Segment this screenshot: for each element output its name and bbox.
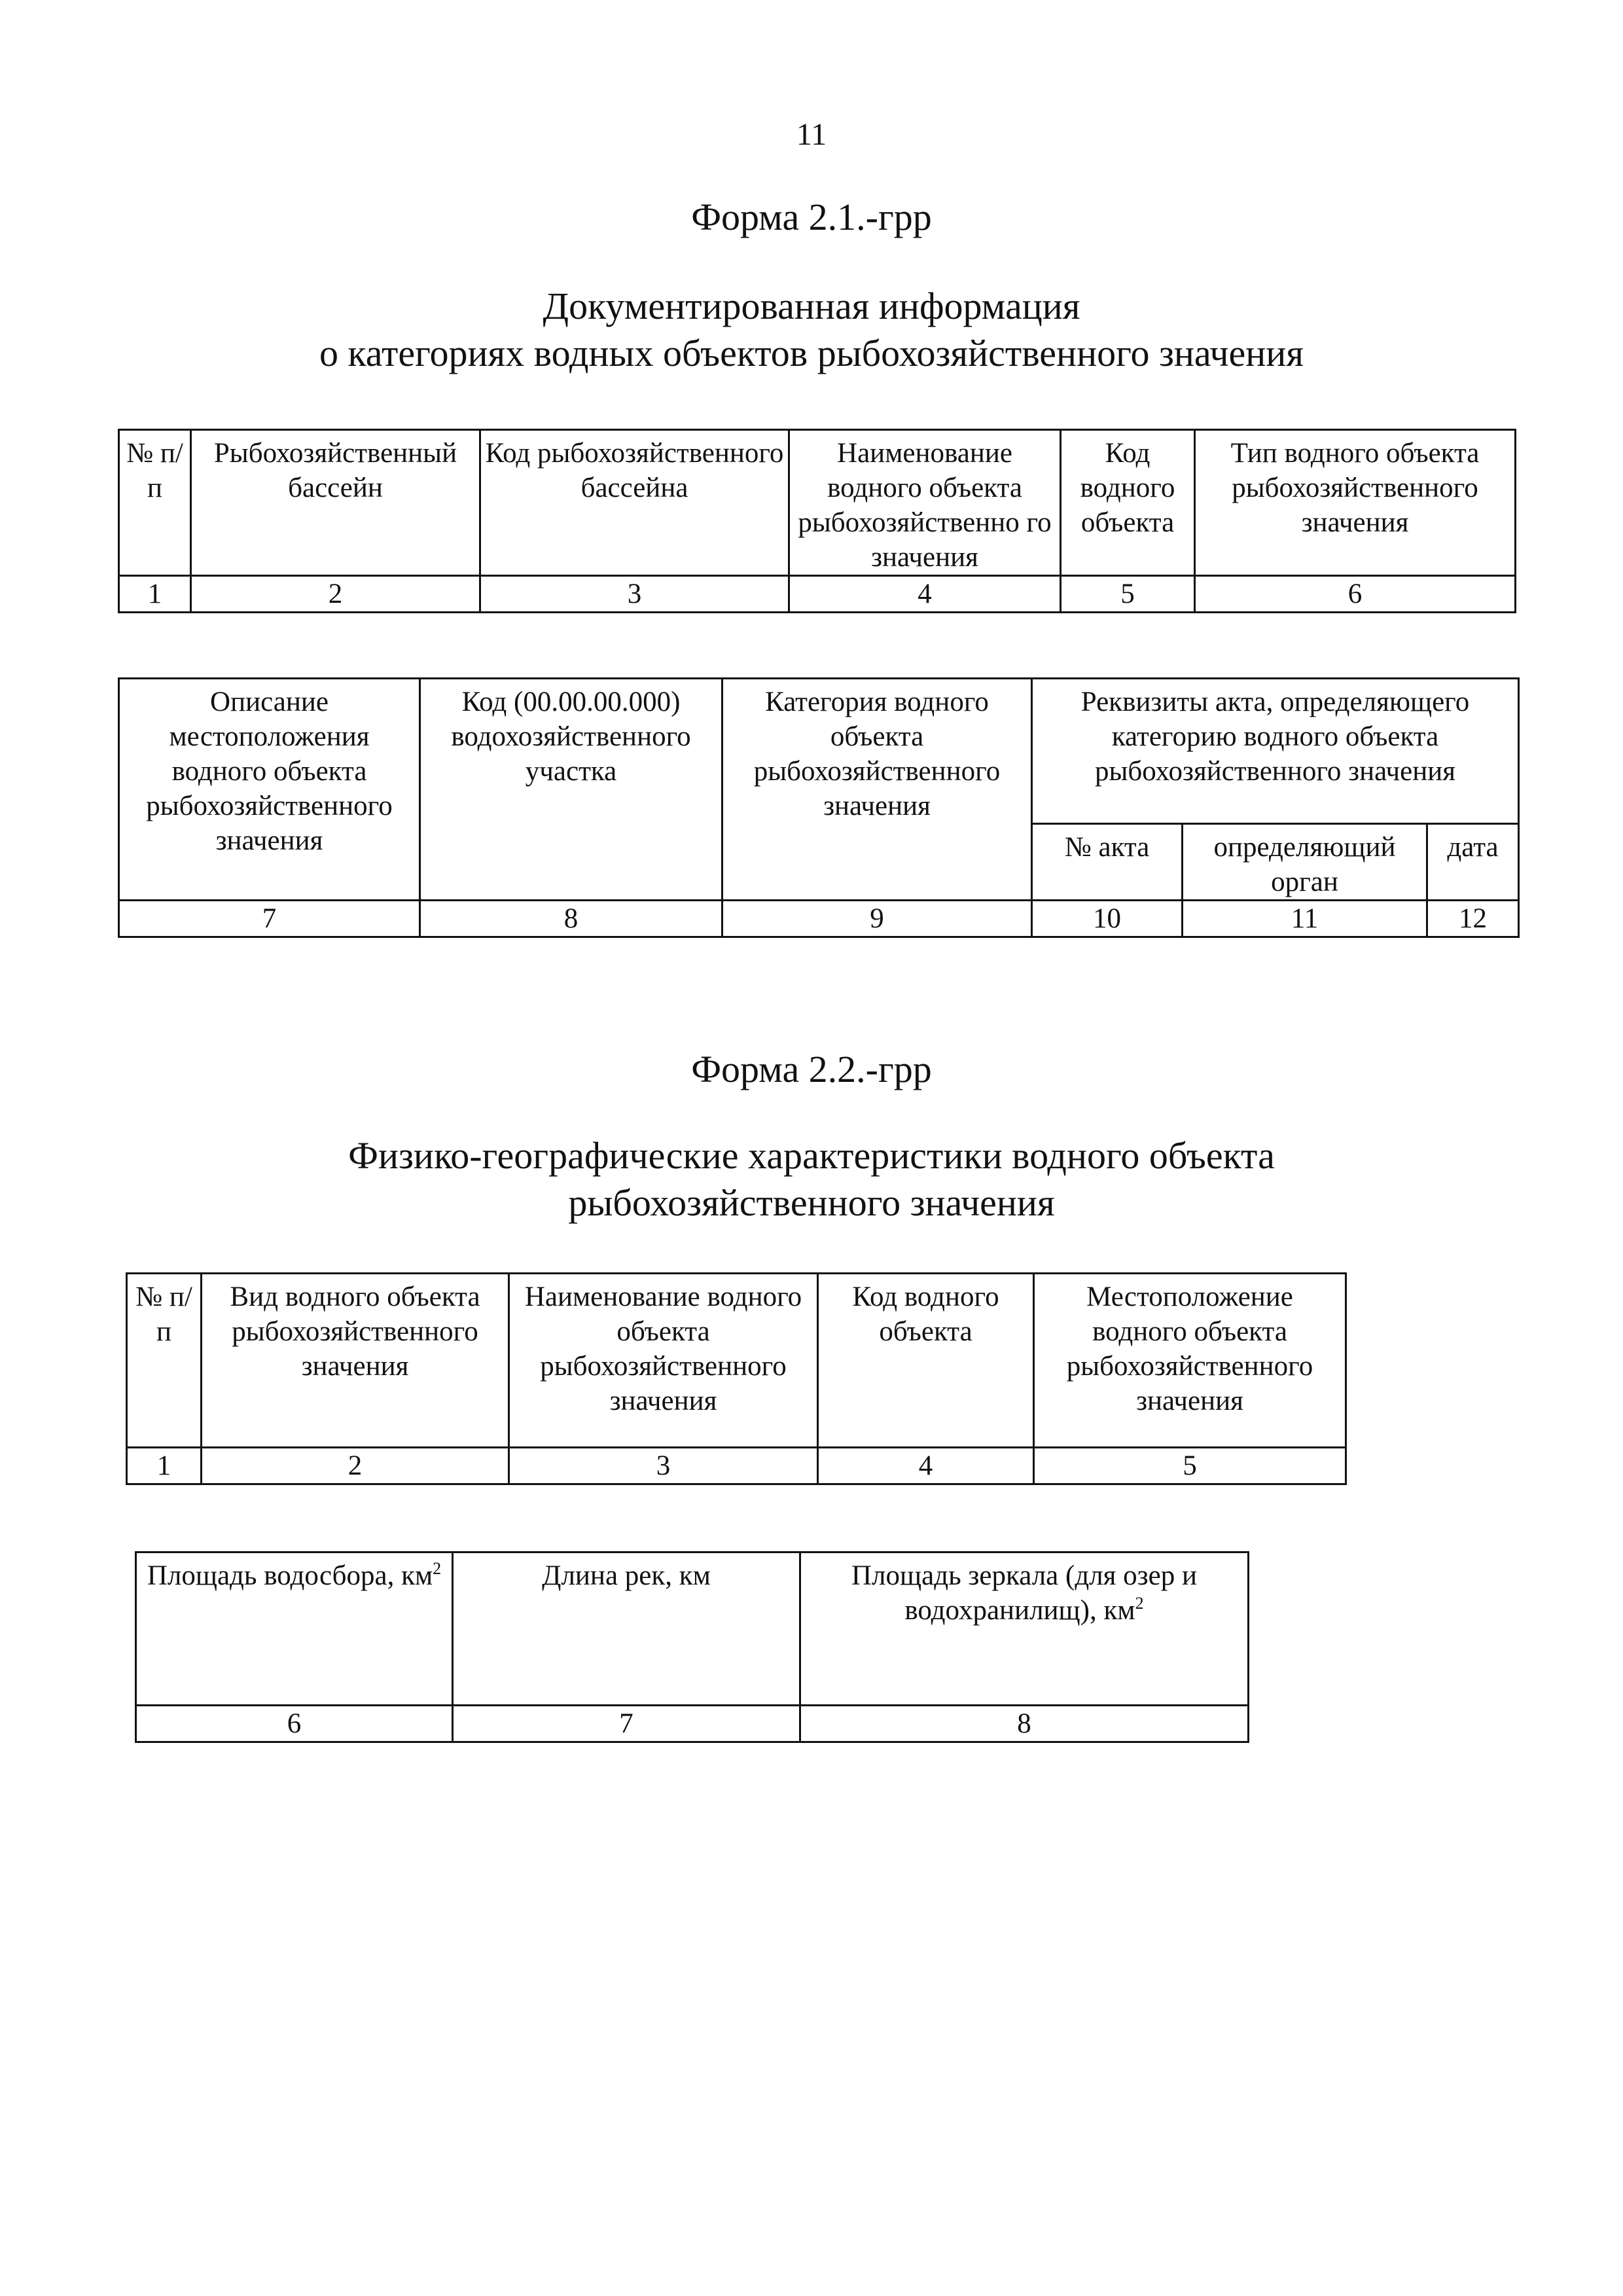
form-2-1-title: Форма 2.1.-грр <box>691 196 932 238</box>
surface-area-unit-exponent: 2 <box>1135 1594 1144 1613</box>
form-2-2-table-1 <box>126 1272 1347 1485</box>
form-2-2-title: Форма 2.2.-грр <box>691 1048 932 1090</box>
catchment-area-unit-exponent: 2 <box>433 1559 442 1578</box>
header-cell-water-body-type: Тип водного объекта рыбохозяйственного значения <box>1195 430 1516 576</box>
header-cell-issuing-body: определяющий орган <box>1183 824 1427 901</box>
header-cell-location-description: Описание местоположения водного объекта рыбохозяйственного значения <box>119 679 420 901</box>
column-number: 10 <box>1032 901 1183 937</box>
header-cell-water-body-kind: Вид водного объекта рыбохозяйственного значения <box>202 1274 509 1448</box>
header-cell-surface-area <box>800 1552 1249 1706</box>
column-number: 7 <box>453 1706 800 1742</box>
column-number: 8 <box>800 1706 1249 1742</box>
form-2-2-heading-line-1: Физико-географические характеристики водного объекта <box>348 1134 1275 1177</box>
column-number: 4 <box>789 576 1061 613</box>
table-header-row <box>119 430 1516 576</box>
column-number: 12 <box>1427 901 1519 937</box>
column-number: 11 <box>1183 901 1427 937</box>
table-header-row <box>136 1552 1249 1706</box>
header-cell-location: Местоположение водного объекта рыбохозяйственного значения <box>1034 1274 1346 1448</box>
table-header-row <box>127 1274 1346 1448</box>
column-number: 3 <box>480 576 789 613</box>
table-header-row <box>119 679 1519 824</box>
header-cell-water-body-name: Наименование водного объекта рыбохозяйственного значения <box>509 1274 818 1448</box>
column-number: 6 <box>136 1706 453 1742</box>
column-number: 1 <box>119 576 191 613</box>
column-number: 1 <box>127 1448 202 1484</box>
header-cell-category: Категория водного объекта рыбохозяйственного значения <box>722 679 1032 901</box>
column-number: 6 <box>1195 576 1516 613</box>
header-cell-basin-code: Код рыбохозяйственного бассейна <box>480 430 789 576</box>
river-length-label: Длина рек, км <box>542 1560 711 1591</box>
header-cell-row-number: № п/п <box>119 430 191 576</box>
column-number: 8 <box>420 901 722 937</box>
header-cell-water-body-code: Код водного объекта <box>1061 430 1195 576</box>
form-2-1-heading-line-2: о категориях водных объектов рыбохозяйственного значения <box>319 332 1304 374</box>
header-cell-row-number: № п/п <box>127 1274 202 1448</box>
column-number: 2 <box>191 576 480 613</box>
header-cell-catchment-area <box>136 1552 453 1706</box>
column-number: 9 <box>722 901 1032 937</box>
column-number: 5 <box>1061 576 1195 613</box>
header-cell-water-management-code: Код (00.00.00.000) водохозяйственного участка <box>420 679 722 901</box>
header-cell-river-length <box>453 1552 800 1706</box>
form-2-1-table-2 <box>118 677 1520 938</box>
form-2-1-table-1 <box>118 429 1516 613</box>
column-number-row <box>136 1706 1249 1742</box>
column-number-row <box>119 576 1516 613</box>
header-cell-act-number: № акта <box>1032 824 1183 901</box>
header-cell-water-body-code: Код водного объекта <box>818 1274 1034 1448</box>
form-2-2-table-2 <box>135 1551 1249 1743</box>
page-number: 11 <box>796 117 827 152</box>
surface-area-label: Площадь зеркала (для озер и водохранилищ), км <box>851 1560 1198 1626</box>
column-number: 5 <box>1034 1448 1346 1484</box>
column-number-row <box>127 1448 1346 1484</box>
column-number-row <box>119 901 1519 937</box>
header-cell-water-body-name: Наименование водного объекта рыбохозяйственно го значения <box>789 430 1061 576</box>
form-2-1-heading-line-1: Документированная информация <box>543 285 1080 327</box>
header-cell-date: дата <box>1427 824 1519 901</box>
column-number: 2 <box>202 1448 509 1484</box>
header-cell-basin: Рыбохозяйственный бассейн <box>191 430 480 576</box>
form-2-2-heading-line-2: рыбохозяйственного значения <box>568 1181 1055 1224</box>
column-number: 7 <box>119 901 420 937</box>
catchment-area-label: Площадь водосбора, км <box>147 1560 433 1591</box>
header-cell-act-details: Реквизиты акта, определяющего категорию водного объекта рыбохозяйственного значения <box>1032 679 1519 824</box>
column-number: 4 <box>818 1448 1034 1484</box>
column-number: 3 <box>509 1448 818 1484</box>
